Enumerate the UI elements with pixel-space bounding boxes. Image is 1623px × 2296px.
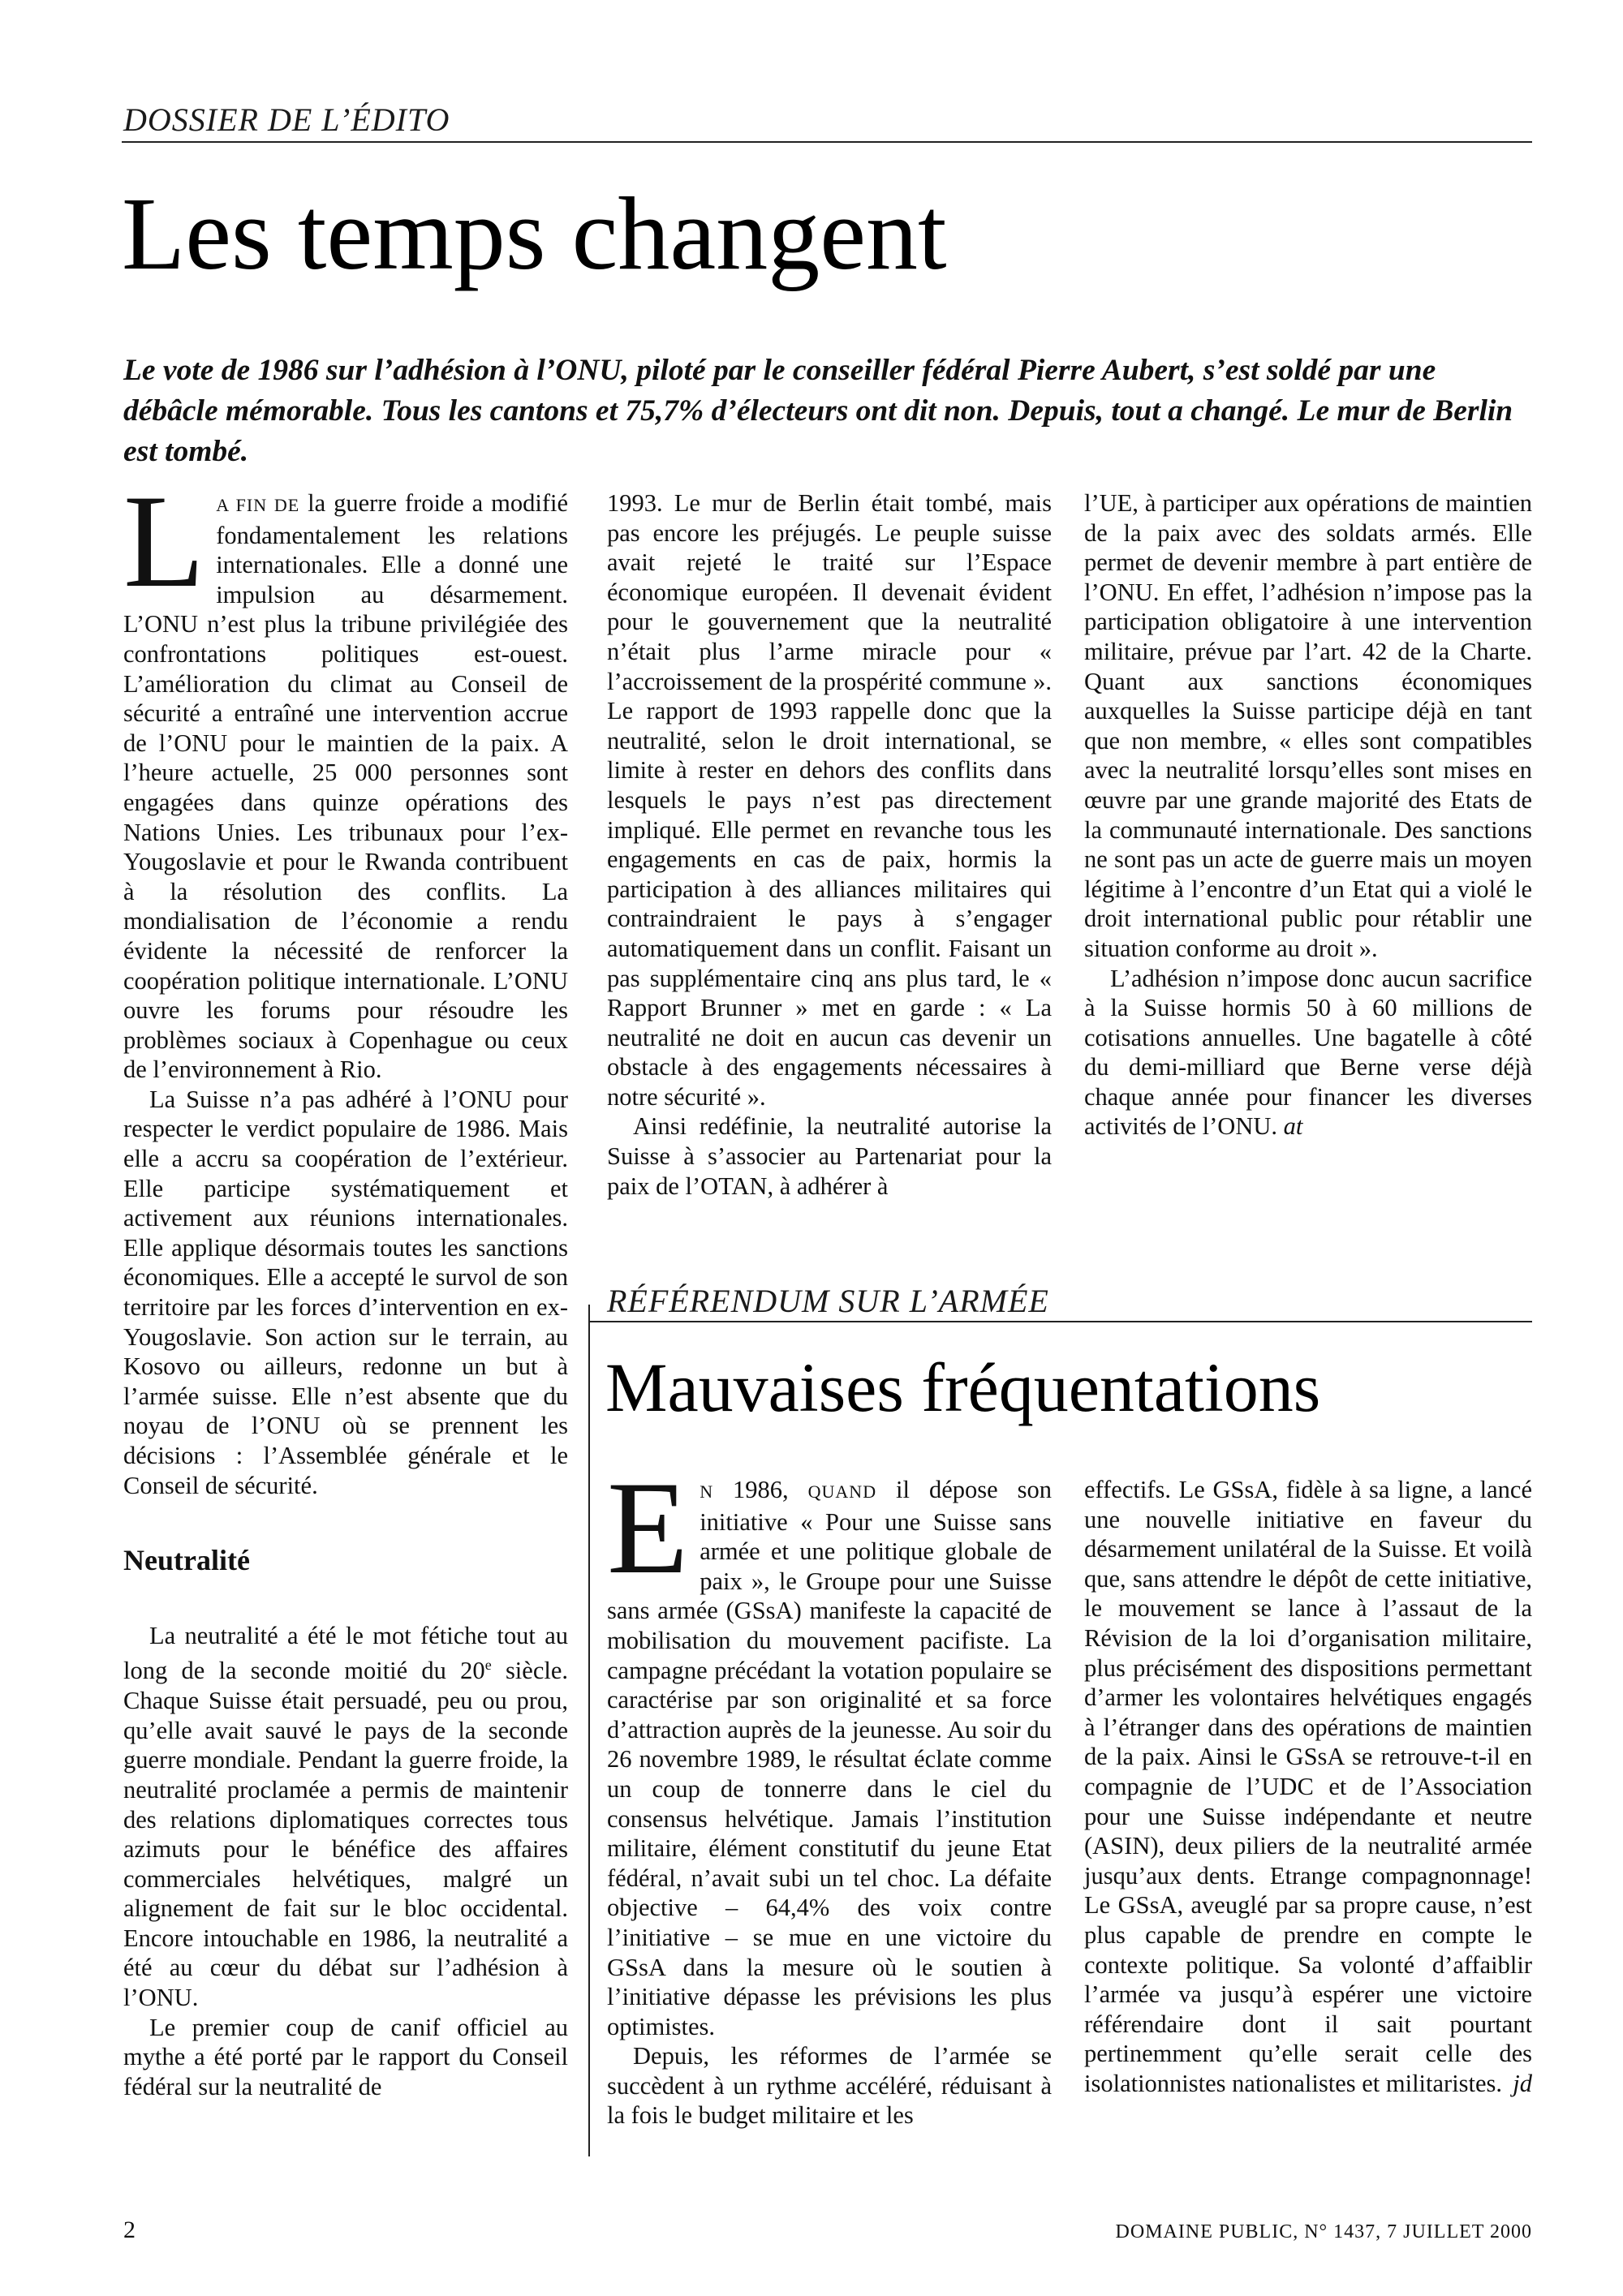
column-divider-vertical — [588, 1305, 590, 2156]
article2-col2-paragraph-1: effectifs. Le GSsA, fidèle à sa ligne, a lancé une nouvelle initiative en faveur du désarmement unilatéral de la Suisse. Et voilà que, sans attendre le dépôt de cette initiative, le mouvement se lance à l’assaut de la Révision de la loi d’organisation militaire, plus précisément des dispositions permettant d’armer les volontaires helvétiques engagés à l’étranger dans des opérations de maintien de la paix. Ainsi le GSsA se retrouve-t-il en compagnie de l’UDC et de l’Association pour une Suisse indépendante et neutre (ASIN), deux piliers de la neutralité armée jusqu’aux dents. Etrange compagnonnage! Le GSsA, aveuglé par sa propre cause, n’est plus capable de prendre en compte le contexte politique. Sa volonté d’affaiblir l’armée va jusqu’à espérer une victoire référendaire dont il sait pourtant pertinemment qu’elle serait celle des isolationnistes nationalistes et militaristes. jd — [1084, 1476, 1532, 2097]
publication-footer: DOMAINE PUBLIC, N° 1437, 7 JUILLET 2000 — [1115, 2221, 1532, 2242]
article1-col3-paragraph-1: l’UE, à participer aux opérations de maintien de la paix avec des soldats armés. Elle permet de devenir membre à part entière de l’ONU. En effet, l’adhésion n’impose pas la participation obligatoire à une intervention militaire, prévue par l’art. 42 de la Charte. Quant aux sanctions économiques auxquelles la Suisse participe déjà en tant que non membre, « elles sont compatibles avec la neutralité lorsqu’elles sont mises en œuvre par une grande majorité des Etats de la communauté internationale. Des sanctions ne sont pas un acte de guerre mais un moyen légitime à l’encontre d’un Etat qui a violé le droit international public pour rétablir une situation conforme au droit ». — [1084, 489, 1532, 962]
article1-paragraph-3: La neutralité a été le mot fétiche tout au long de la seconde moitié du 20e siècle. Chaque Suisse était persuadé, peu ou prou, qu’elle avait sauvé le pays de la seconde guerre mondiale. Pendant la guerre froide, la neutralité proclamée a permis de maintenir des relations diplomatiques correctes tous azimuts pour le bénéfice des affaires commerciales helvétiques, malgré un alignement de fait sur le bloc occidental. Encore intouchable en 1986, la neutralité a été au cœur du débat sur l’adhésion à l’ONU. — [123, 1621, 568, 2012]
signature-at: at — [1283, 1112, 1303, 1141]
article1-col3-paragraph-2: L’adhésion n’impose donc aucun sacrifice à la Suisse hormis 50 à 60 millions de cotisations annuelles. Une bagatelle à côté du demi-milliard que Berne verse déjà chaque année pour financer les diverses activités de l’ONU. at — [1084, 964, 1532, 1141]
article1-paragraph-1: L A FIN DE la guerre froide a modifié fondamentalement les relations internationales. Elle a donné une impulsion au désarmement. L’ONU n’est plus la tribune privilégiée des confrontations politiques est-ouest. L’amélioration du climat au Conseil de sécurité a entraîné une intervention accrue de l’ONU pour le maintien de la paix. A l’heure actuelle, 25 000 personnes sont engagées dans quinze opérations des Nations Unies. Les tribunaux pour l’ex-Yougoslavie et pour le Rwanda contribuent à la résolution des conflits. La mondialisation de l’économie a rendu évidente la nécessité de renforcer la coopération politique internationale. L’ONU ouvre les forums pour résoudre les problèmes sociaux à Copenhague ou ceux de l’environnement à Rio. — [123, 488, 568, 1084]
article1-paragraph-4: Le premier coup de canif officiel au mythe a été porté par le rapport du Conseil fédéral sur la neutralité de — [123, 2013, 568, 2100]
section-label-dossier: DOSSIER DE L’ÉDITO — [123, 101, 450, 138]
article2-column-1 — [607, 1455, 1053, 2130]
dropcap-l: L — [123, 488, 205, 615]
article-lead: Le vote de 1986 sur l’adhésion à l’ONU, piloté par le conseiller fédéral Pierre Aubert, s’est soldé par une débâcle mémorable. Tous les cantons et 75,7% d’électeurs ont dit non. Depuis, tout a changé. Le mur de Berlin est tombé. — [123, 354, 1513, 468]
signature-jd: jd — [1513, 2069, 1532, 2097]
article1-col2-paragraph-2: Ainsi redéfinie, la neutralité autorise la Suisse à s’associer au Partenariat pour la paix de l’OTAN, à adhérer à — [607, 1112, 1052, 1200]
dropcap-e: E — [607, 1455, 689, 1602]
article2-paragraph-2: Depuis, les réformes de l’armée se succèdent à un rythme accéléré, réduisant à la fois le budget militaire et les — [607, 2042, 1052, 2130]
subhead-neutralite: Neutralité — [123, 1544, 250, 1577]
article1-col2-paragraph-1: 1993. Le mur de Berlin était tombé, mais pas encore les préjugés. Le peuple suisse avait rejeté le traité sur l’Espace économique européen. Il devenait évident pour le gouvernement que la neutralité n’était plus l’arme miracle pour « l’accroissement de la prospérité commune ». Le rapport de 1993 rappelle donc que la neutralité, selon le droit international, se limite à rester en dehors des conflits dans lesquels le pays n’est pas directement impliqué. Elle permet en revanche tous les engagements en cas de paix, hormis la participation à des alliances militaires qui contraindraient le pays à s’engager automatiquement dans un conflit. Faisant un pas supplémentaire cinq ans plus tard, le « Rapport Brunner » met en garde : « La neutralité ne doit en aucun cas devenir un obstacle à des engagements nécessaires à notre sécurité ». — [607, 489, 1052, 1111]
article-title-temps-changent: Les temps changent — [122, 176, 947, 291]
section-label-referendum: RÉFÉRENDUM SUR L’ARMÉE — [607, 1283, 1049, 1319]
article2-paragraph-1: E N 1986, QUAND il dépose son initiative « Pour une Suisse sans armée et une politique globale de paix », le Groupe pour une Suisse sans armée (GSsA) manifeste la capacité de mobilisation du mouvement pacifiste. La campagne précédant la votation populaire se caractérise par son originalité et sa force d’attraction auprès de la jeunesse. Au soir du 26 novembre 1989, le résultat éclate comme un coup de tonnerre dans le ciel du consensus helvétique. Jamais l’institution militaire, élément constitutif du jeune Etat fédéral, n’avait subi un tel choc. La défaite objective – 64,4% des voix contre l’initiative – se mue en une victoire du GSsA dans la mesure où le soutien à l’initiative dépasse les prévisions les plus optimistes. — [607, 1455, 1053, 2040]
article1-paragraph-2: La Suisse n’a pas adhéré à l’ONU pour respecter le verdict populaire de 1986. Mais elle a accru sa coopération de l’extérieur. Elle participe systématiquement et activement aux réunions internationales. Elle applique désormais toutes les sanctions économiques. Elle a accepté le survol de son territoire par les forces d’intervention en ex-Yougoslavie. Son action sur le terrain, au Kosovo ou ailleurs, redonne un but à l’armée suisse. Elle n’est absente que du noyau de l’ONU où se prennent les décisions : l’Assemblée générale et le Conseil de sécurité. — [123, 1085, 568, 1499]
section2-rule — [589, 1321, 1532, 1322]
header-rule — [122, 141, 1532, 143]
article1-column-3 — [1084, 488, 1532, 1142]
article1-column-2 — [607, 488, 1052, 1201]
page-number: 2 — [123, 2216, 136, 2243]
article-title-mauvaises-frequentations: Mauvaises fréquentations — [605, 1348, 1321, 1426]
article2-column-2 — [1084, 1475, 1532, 2098]
article1-column-1 — [123, 488, 568, 2160]
